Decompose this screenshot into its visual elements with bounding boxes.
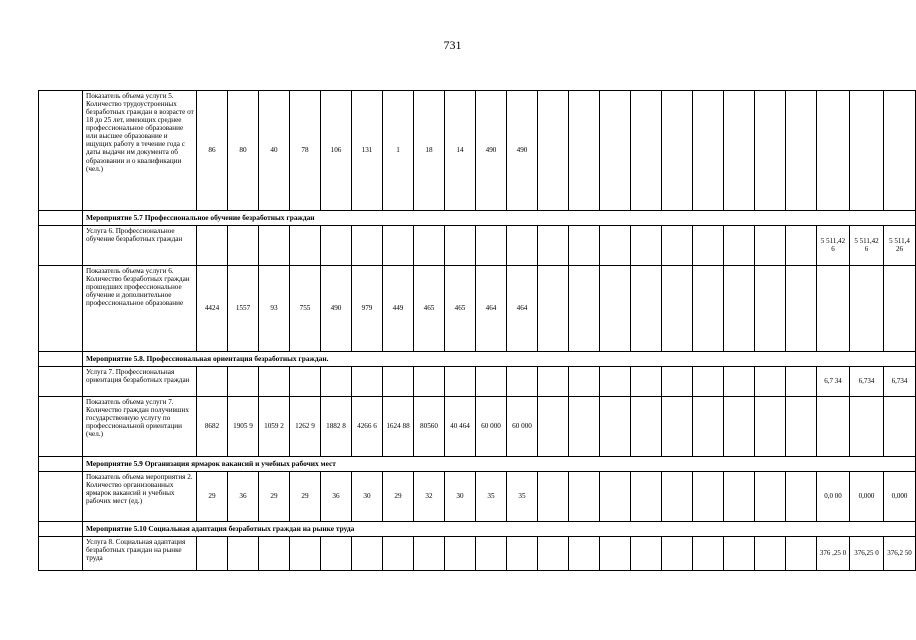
value-cell: 755 bbox=[290, 266, 321, 352]
value-cell bbox=[290, 226, 321, 266]
value-cell bbox=[321, 367, 352, 397]
finance-cell: 376 ,25 0 bbox=[817, 537, 850, 571]
section-title: Мероприятие 5.7 Профессиональное обучение безработных граждан bbox=[83, 211, 916, 226]
value-cell: 131 bbox=[352, 91, 383, 211]
finance-cell bbox=[850, 266, 884, 352]
value-cell bbox=[352, 537, 383, 571]
value-cell bbox=[259, 226, 290, 266]
empty-cell bbox=[569, 537, 600, 571]
finance-cell: 5 511,42 6 bbox=[817, 226, 850, 266]
value-cell: 464 bbox=[507, 266, 538, 352]
value-cell: 93 bbox=[259, 266, 290, 352]
value-cell: 29 bbox=[383, 472, 414, 522]
value-cell: 14 bbox=[445, 91, 476, 211]
empty-cell bbox=[538, 367, 569, 397]
value-cell: 1624 88 bbox=[383, 397, 414, 457]
empty-cell bbox=[569, 397, 600, 457]
row-number-cell bbox=[39, 266, 83, 352]
empty-cell bbox=[662, 397, 693, 457]
empty-cell bbox=[600, 226, 631, 266]
value-cell: 4266 6 bbox=[352, 397, 383, 457]
finance-cell: 5 511,42 6 bbox=[850, 226, 884, 266]
value-cell: 80560 bbox=[414, 397, 445, 457]
empty-cell bbox=[631, 367, 662, 397]
finance-cell bbox=[850, 397, 884, 457]
row-number-cell bbox=[39, 472, 83, 522]
value-cell: 490 bbox=[507, 91, 538, 211]
value-cell bbox=[445, 367, 476, 397]
value-cell: 32 bbox=[414, 472, 445, 522]
value-cell bbox=[228, 537, 259, 571]
value-cell: 86 bbox=[197, 91, 228, 211]
empty-cell bbox=[631, 266, 662, 352]
value-cell bbox=[197, 537, 228, 571]
value-cell bbox=[414, 367, 445, 397]
empty-cell bbox=[600, 367, 631, 397]
value-cell: 18 bbox=[414, 91, 445, 211]
value-cell: 979 bbox=[352, 266, 383, 352]
empty-cell bbox=[724, 537, 755, 571]
value-cell bbox=[476, 226, 507, 266]
empty-cell bbox=[662, 226, 693, 266]
indicator-label: Услуга 8. Социальная адаптация безработных граждан на рынке труда bbox=[83, 537, 197, 571]
value-cell: 464 bbox=[476, 266, 507, 352]
empty-cell bbox=[786, 472, 817, 522]
finance-cell bbox=[850, 91, 884, 211]
empty-cell bbox=[755, 367, 786, 397]
value-cell bbox=[259, 537, 290, 571]
indicator-label: Показатель объема мероприятия 2. Количество организованных ярмарок вакансий и учебных рабочих мест (ед.) bbox=[83, 472, 197, 522]
empty-cell bbox=[755, 537, 786, 571]
empty-cell bbox=[693, 226, 724, 266]
value-cell: 35 bbox=[507, 472, 538, 522]
value-cell bbox=[352, 226, 383, 266]
row-number-cell bbox=[39, 226, 83, 266]
value-cell: 465 bbox=[414, 266, 445, 352]
finance-cell: 6,734 bbox=[850, 367, 884, 397]
value-cell bbox=[445, 226, 476, 266]
empty-cell bbox=[538, 537, 569, 571]
value-cell bbox=[290, 367, 321, 397]
empty-cell bbox=[693, 537, 724, 571]
section-title: Мероприятие 5.10 Социальная адаптация безработных граждан на рынке труда bbox=[83, 522, 916, 537]
value-cell bbox=[414, 226, 445, 266]
empty-cell bbox=[569, 91, 600, 211]
section-row bbox=[39, 211, 916, 226]
value-cell bbox=[507, 226, 538, 266]
value-cell: 80 bbox=[228, 91, 259, 211]
row-number-cell bbox=[39, 352, 83, 367]
value-cell: 1 bbox=[383, 91, 414, 211]
empty-cell bbox=[600, 266, 631, 352]
value-cell: 35 bbox=[476, 472, 507, 522]
value-cell: 490 bbox=[321, 266, 352, 352]
indicator-table bbox=[38, 90, 916, 571]
empty-cell bbox=[724, 472, 755, 522]
value-cell: 29 bbox=[197, 472, 228, 522]
finance-cell bbox=[884, 397, 916, 457]
value-cell: 1262 9 bbox=[290, 397, 321, 457]
section-row bbox=[39, 522, 916, 537]
row-number-cell bbox=[39, 211, 83, 226]
empty-cell bbox=[724, 367, 755, 397]
row-number-cell bbox=[39, 457, 83, 472]
row-number-cell bbox=[39, 91, 83, 211]
row-number-cell bbox=[39, 522, 83, 537]
empty-cell bbox=[538, 91, 569, 211]
empty-cell bbox=[724, 226, 755, 266]
empty-cell bbox=[569, 472, 600, 522]
finance-cell bbox=[884, 91, 916, 211]
finance-cell: 6,734 bbox=[884, 367, 916, 397]
empty-cell bbox=[600, 472, 631, 522]
value-cell bbox=[476, 367, 507, 397]
value-cell bbox=[321, 537, 352, 571]
value-cell: 60 000 bbox=[476, 397, 507, 457]
section-title: Мероприятие 5.8. Профессиональная ориентация безработных граждан. bbox=[83, 352, 916, 367]
value-cell: 106 bbox=[321, 91, 352, 211]
empty-cell bbox=[631, 397, 662, 457]
value-cell bbox=[197, 367, 228, 397]
value-cell: 40 464 bbox=[445, 397, 476, 457]
empty-cell bbox=[786, 367, 817, 397]
section-row bbox=[39, 352, 916, 367]
finance-cell bbox=[817, 266, 850, 352]
empty-cell bbox=[631, 91, 662, 211]
empty-cell bbox=[786, 537, 817, 571]
row-number-cell bbox=[39, 537, 83, 571]
value-cell bbox=[352, 367, 383, 397]
value-cell: 8682 bbox=[197, 397, 228, 457]
value-cell bbox=[507, 537, 538, 571]
table-row bbox=[39, 397, 916, 457]
value-cell bbox=[259, 367, 290, 397]
value-cell bbox=[383, 537, 414, 571]
empty-cell bbox=[693, 266, 724, 352]
value-cell bbox=[383, 226, 414, 266]
empty-cell bbox=[755, 226, 786, 266]
value-cell: 60 000 bbox=[507, 397, 538, 457]
empty-cell bbox=[569, 266, 600, 352]
value-cell bbox=[476, 537, 507, 571]
empty-cell bbox=[755, 266, 786, 352]
empty-cell bbox=[693, 91, 724, 211]
value-cell: 29 bbox=[290, 472, 321, 522]
empty-cell bbox=[755, 397, 786, 457]
value-cell: 29 bbox=[259, 472, 290, 522]
empty-cell bbox=[755, 91, 786, 211]
finance-cell: 376,25 0 bbox=[850, 537, 884, 571]
value-cell bbox=[290, 537, 321, 571]
empty-cell bbox=[662, 91, 693, 211]
value-cell: 36 bbox=[228, 472, 259, 522]
empty-cell bbox=[631, 472, 662, 522]
value-cell: 30 bbox=[445, 472, 476, 522]
indicator-label: Показатель объема услуги 5. Количество трудоустроенных безработных граждан в возрасте от 18 до 25 лет, имеющих среднее профессиональное образование или высшее образование и ищущих работу в течение года с даты выдачи им документа об образовании и о квалификации (чел.) bbox=[83, 91, 197, 211]
value-cell bbox=[383, 367, 414, 397]
empty-cell bbox=[600, 537, 631, 571]
value-cell: 465 bbox=[445, 266, 476, 352]
value-cell: 449 bbox=[383, 266, 414, 352]
empty-cell bbox=[662, 367, 693, 397]
empty-cell bbox=[724, 91, 755, 211]
table-row bbox=[39, 472, 916, 522]
empty-cell bbox=[724, 397, 755, 457]
row-number-cell bbox=[39, 367, 83, 397]
indicator-label: Услуга 6. Профессиональное обучение безработных граждан bbox=[83, 226, 197, 266]
empty-cell bbox=[786, 91, 817, 211]
indicator-label: Показатель объема услуги 7. Количество граждан получивших государственную услугу по профессиональной ориентации (чел.) bbox=[83, 397, 197, 457]
indicator-label: Услуга 7. Профессиональная ориентация безработных граждан bbox=[83, 367, 197, 397]
page-number: 731 bbox=[443, 38, 462, 52]
finance-cell: 6,7 34 bbox=[817, 367, 850, 397]
section-row bbox=[39, 457, 916, 472]
empty-cell bbox=[631, 537, 662, 571]
finance-cell: 0,000 bbox=[850, 472, 884, 522]
value-cell bbox=[228, 226, 259, 266]
value-cell bbox=[414, 537, 445, 571]
finance-cell bbox=[817, 91, 850, 211]
empty-cell bbox=[693, 367, 724, 397]
row-number-cell bbox=[39, 397, 83, 457]
empty-cell bbox=[538, 266, 569, 352]
indicator-label: Показатель объема услуги 6. Количество безработных граждан прошедших профессиональное обучение и дополнительное профессиональное образование bbox=[83, 266, 197, 352]
finance-cell bbox=[884, 266, 916, 352]
empty-cell bbox=[662, 537, 693, 571]
section-title: Мероприятие 5.9 Организация ярмарок вакансий и учебных рабочих мест bbox=[83, 457, 916, 472]
table-row bbox=[39, 537, 916, 571]
finance-cell: 5 511,4 26 bbox=[884, 226, 916, 266]
value-cell: 78 bbox=[290, 91, 321, 211]
empty-cell bbox=[538, 226, 569, 266]
value-cell bbox=[228, 367, 259, 397]
empty-cell bbox=[600, 397, 631, 457]
empty-cell bbox=[569, 367, 600, 397]
empty-cell bbox=[693, 397, 724, 457]
empty-cell bbox=[693, 472, 724, 522]
finance-cell bbox=[817, 397, 850, 457]
table-row bbox=[39, 367, 916, 397]
table-row bbox=[39, 266, 916, 352]
value-cell bbox=[197, 226, 228, 266]
table-row bbox=[39, 226, 916, 266]
empty-cell bbox=[662, 472, 693, 522]
value-cell: 36 bbox=[321, 472, 352, 522]
empty-cell bbox=[538, 397, 569, 457]
empty-cell bbox=[786, 397, 817, 457]
value-cell: 1557 bbox=[228, 266, 259, 352]
empty-cell bbox=[786, 266, 817, 352]
value-cell bbox=[321, 226, 352, 266]
empty-cell bbox=[786, 226, 817, 266]
value-cell: 1882 8 bbox=[321, 397, 352, 457]
finance-cell: 0,0 00 bbox=[817, 472, 850, 522]
finance-cell: 376,2 50 bbox=[884, 537, 916, 571]
empty-cell bbox=[538, 472, 569, 522]
value-cell bbox=[445, 537, 476, 571]
value-cell bbox=[507, 367, 538, 397]
value-cell: 1905 9 bbox=[228, 397, 259, 457]
finance-cell: 0,000 bbox=[884, 472, 916, 522]
value-cell: 1059 2 bbox=[259, 397, 290, 457]
value-cell: 4424 bbox=[197, 266, 228, 352]
empty-cell bbox=[662, 266, 693, 352]
empty-cell bbox=[600, 91, 631, 211]
empty-cell bbox=[755, 472, 786, 522]
empty-cell bbox=[724, 266, 755, 352]
value-cell: 40 bbox=[259, 91, 290, 211]
empty-cell bbox=[631, 226, 662, 266]
table-row bbox=[39, 91, 916, 211]
empty-cell bbox=[569, 226, 600, 266]
value-cell: 490 bbox=[476, 91, 507, 211]
value-cell: 30 bbox=[352, 472, 383, 522]
